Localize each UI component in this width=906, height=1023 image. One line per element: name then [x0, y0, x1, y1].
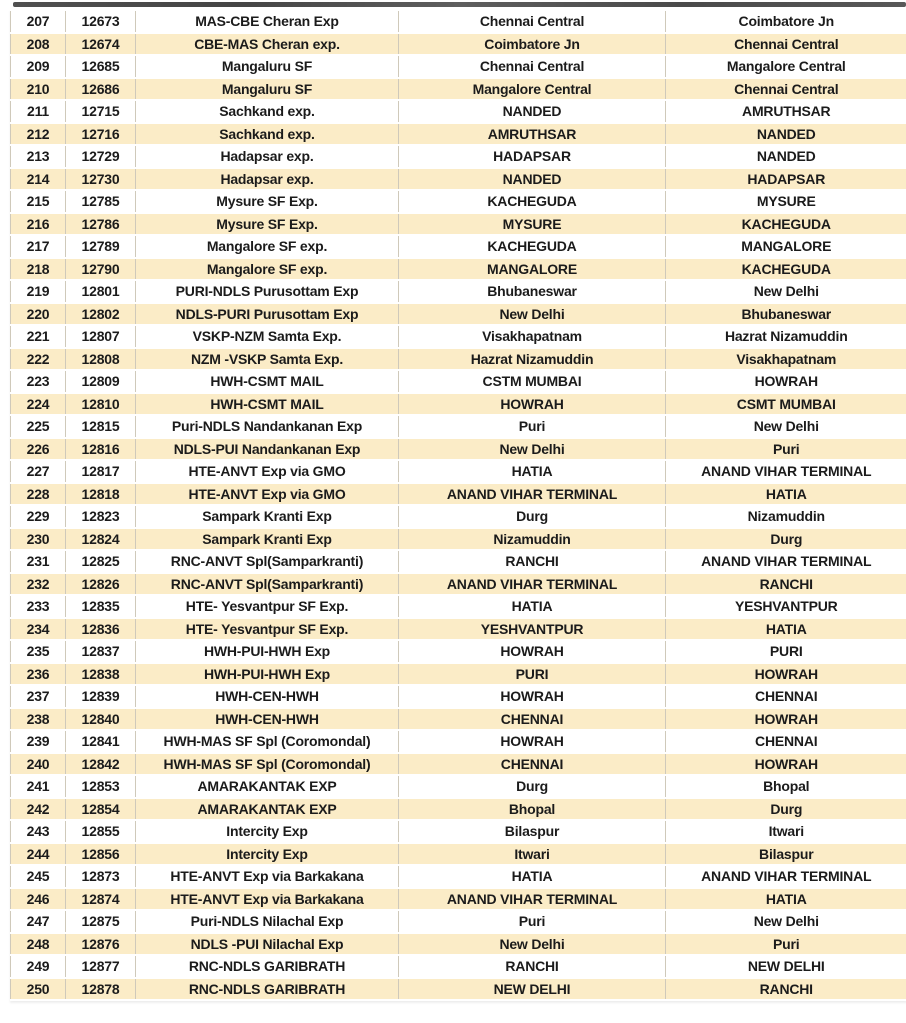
serial-cell: 218	[11, 258, 66, 281]
destination-cell: Itwari	[666, 820, 906, 843]
train-schedule-table	[10, 9, 906, 1001]
destination-cell: HADAPSAR	[666, 168, 906, 191]
train-number-cell: 12853	[66, 775, 136, 798]
destination-cell: New Delhi	[666, 910, 906, 933]
destination-cell: Mangalore Central	[666, 55, 906, 78]
train-name-cell: VSKP-NZM Samta Exp.	[136, 325, 399, 348]
destination-cell: HOWRAH	[666, 708, 906, 731]
table-row	[11, 865, 906, 888]
origin-cell: CHENNAI	[399, 708, 666, 731]
origin-cell: HATIA	[399, 865, 666, 888]
table-row	[11, 978, 906, 1001]
train-number-cell: 12856	[66, 843, 136, 866]
destination-cell: NANDED	[666, 123, 906, 146]
destination-cell: MYSURE	[666, 190, 906, 213]
destination-cell: Puri	[666, 438, 906, 461]
origin-cell: MYSURE	[399, 213, 666, 236]
destination-cell: Durg	[666, 528, 906, 551]
destination-cell: Bhopal	[666, 775, 906, 798]
serial-cell: 214	[11, 168, 66, 191]
origin-cell: RANCHI	[399, 955, 666, 978]
table-row	[11, 483, 906, 506]
destination-cell: Hazrat Nizamuddin	[666, 325, 906, 348]
train-name-cell: HWH-MAS SF Spl (Coromondal)	[136, 753, 399, 776]
serial-cell: 211	[11, 100, 66, 123]
train-number-cell: 12874	[66, 888, 136, 911]
serial-cell: 240	[11, 753, 66, 776]
serial-cell: 241	[11, 775, 66, 798]
table-row	[11, 933, 906, 956]
origin-cell: HATIA	[399, 460, 666, 483]
destination-cell: HOWRAH	[666, 663, 906, 686]
table-row	[11, 528, 906, 551]
serial-cell: 226	[11, 438, 66, 461]
train-name-cell: HWH-CEN-HWH	[136, 685, 399, 708]
destination-cell: ANAND VIHAR TERMINAL	[666, 865, 906, 888]
serial-cell: 249	[11, 955, 66, 978]
train-number-cell: 12873	[66, 865, 136, 888]
origin-cell: ANAND VIHAR TERMINAL	[399, 573, 666, 596]
serial-cell: 209	[11, 55, 66, 78]
train-number-cell: 12842	[66, 753, 136, 776]
table-row	[11, 640, 906, 663]
top-border-rule	[13, 2, 906, 7]
train-number-cell: 12785	[66, 190, 136, 213]
train-number-cell: 12673	[66, 10, 136, 33]
origin-cell: Mangalore Central	[399, 78, 666, 101]
train-name-cell: HWH-CSMT MAIL	[136, 393, 399, 416]
destination-cell: Visakhapatnam	[666, 348, 906, 371]
table-row	[11, 258, 906, 281]
serial-cell: 233	[11, 595, 66, 618]
table-row	[11, 415, 906, 438]
serial-cell: 208	[11, 33, 66, 56]
table-row	[11, 798, 906, 821]
train-number-cell: 12875	[66, 910, 136, 933]
train-name-cell: HWH-CEN-HWH	[136, 708, 399, 731]
train-number-cell: 12825	[66, 550, 136, 573]
table-row	[11, 820, 906, 843]
train-number-cell: 12808	[66, 348, 136, 371]
destination-cell: Bilaspur	[666, 843, 906, 866]
train-number-cell: 12840	[66, 708, 136, 731]
destination-cell: Durg	[666, 798, 906, 821]
table-row	[11, 393, 906, 416]
serial-cell: 230	[11, 528, 66, 551]
train-name-cell: Mangalore SF exp.	[136, 258, 399, 281]
origin-cell: NEW DELHI	[399, 978, 666, 1001]
train-number-cell: 12835	[66, 595, 136, 618]
destination-cell: CHENNAI	[666, 685, 906, 708]
destination-cell: HATIA	[666, 888, 906, 911]
origin-cell: KACHEGUDA	[399, 190, 666, 213]
table-row	[11, 573, 906, 596]
table-row	[11, 280, 906, 303]
train-name-cell: NDLS-PUI Nandankanan Exp	[136, 438, 399, 461]
origin-cell: KACHEGUDA	[399, 235, 666, 258]
table-row	[11, 145, 906, 168]
destination-cell: RANCHI	[666, 573, 906, 596]
table-row	[11, 213, 906, 236]
train-number-cell: 12686	[66, 78, 136, 101]
table-row	[11, 843, 906, 866]
origin-cell: HOWRAH	[399, 640, 666, 663]
destination-cell: RANCHI	[666, 978, 906, 1001]
train-number-cell: 12817	[66, 460, 136, 483]
table-container	[10, 9, 906, 1001]
train-name-cell: MAS-CBE Cheran Exp	[136, 10, 399, 33]
destination-cell: HOWRAH	[666, 753, 906, 776]
train-name-cell: Hadapsar exp.	[136, 168, 399, 191]
train-name-cell: Sampark Kranti Exp	[136, 528, 399, 551]
origin-cell: RANCHI	[399, 550, 666, 573]
serial-cell: 210	[11, 78, 66, 101]
train-number-cell: 12810	[66, 393, 136, 416]
train-number-cell: 12715	[66, 100, 136, 123]
serial-cell: 221	[11, 325, 66, 348]
destination-cell: PURI	[666, 640, 906, 663]
origin-cell: Durg	[399, 775, 666, 798]
destination-cell: New Delhi	[666, 280, 906, 303]
destination-cell: Chennai Central	[666, 33, 906, 56]
table-row	[11, 123, 906, 146]
table-row	[11, 753, 906, 776]
train-name-cell: HTE- Yesvantpur SF Exp.	[136, 595, 399, 618]
destination-cell: CSMT MUMBAI	[666, 393, 906, 416]
train-number-cell: 12838	[66, 663, 136, 686]
destination-cell: KACHEGUDA	[666, 258, 906, 281]
origin-cell: Durg	[399, 505, 666, 528]
origin-cell: New Delhi	[399, 933, 666, 956]
destination-cell: Chennai Central	[666, 78, 906, 101]
train-table-body	[11, 10, 906, 1000]
serial-cell: 219	[11, 280, 66, 303]
destination-cell: MANGALORE	[666, 235, 906, 258]
destination-cell: KACHEGUDA	[666, 213, 906, 236]
origin-cell: New Delhi	[399, 438, 666, 461]
train-name-cell: Mysure SF Exp.	[136, 190, 399, 213]
train-name-cell: HWH-MAS SF Spl (Coromondal)	[136, 730, 399, 753]
table-row	[11, 595, 906, 618]
origin-cell: NANDED	[399, 100, 666, 123]
train-name-cell: Intercity Exp	[136, 820, 399, 843]
table-row	[11, 730, 906, 753]
train-number-cell: 12815	[66, 415, 136, 438]
train-number-cell: 12789	[66, 235, 136, 258]
destination-cell: YESHVANTPUR	[666, 595, 906, 618]
serial-cell: 220	[11, 303, 66, 326]
serial-cell: 242	[11, 798, 66, 821]
train-number-cell: 12801	[66, 280, 136, 303]
train-number-cell: 12809	[66, 370, 136, 393]
serial-cell: 244	[11, 843, 66, 866]
train-number-cell: 12836	[66, 618, 136, 641]
table-row	[11, 370, 906, 393]
train-name-cell: NDLS -PUI Nilachal Exp	[136, 933, 399, 956]
train-number-cell: 12716	[66, 123, 136, 146]
destination-cell: NANDED	[666, 145, 906, 168]
destination-cell: Bhubaneswar	[666, 303, 906, 326]
train-name-cell: Hadapsar exp.	[136, 145, 399, 168]
table-row	[11, 685, 906, 708]
train-name-cell: Mysure SF Exp.	[136, 213, 399, 236]
origin-cell: PURI	[399, 663, 666, 686]
serial-cell: 224	[11, 393, 66, 416]
table-row	[11, 775, 906, 798]
train-name-cell: NZM -VSKP Samta Exp.	[136, 348, 399, 371]
train-name-cell: HWH-CSMT MAIL	[136, 370, 399, 393]
train-number-cell: 12877	[66, 955, 136, 978]
origin-cell: Chennai Central	[399, 10, 666, 33]
train-number-cell: 12823	[66, 505, 136, 528]
train-name-cell: Sampark Kranti Exp	[136, 505, 399, 528]
table-row	[11, 505, 906, 528]
train-name-cell: Intercity Exp	[136, 843, 399, 866]
origin-cell: YESHVANTPUR	[399, 618, 666, 641]
train-name-cell: Puri-NDLS Nandankanan Exp	[136, 415, 399, 438]
serial-cell: 207	[11, 10, 66, 33]
train-number-cell: 12729	[66, 145, 136, 168]
serial-cell: 228	[11, 483, 66, 506]
origin-cell: MANGALORE	[399, 258, 666, 281]
train-number-cell: 12839	[66, 685, 136, 708]
table-row	[11, 888, 906, 911]
train-number-cell: 12790	[66, 258, 136, 281]
train-name-cell: NDLS-PURI Purusottam Exp	[136, 303, 399, 326]
serial-cell: 229	[11, 505, 66, 528]
serial-cell: 215	[11, 190, 66, 213]
train-number-cell: 12807	[66, 325, 136, 348]
origin-cell: Coimbatore Jn	[399, 33, 666, 56]
train-number-cell: 12876	[66, 933, 136, 956]
origin-cell: New Delhi	[399, 303, 666, 326]
serial-cell: 239	[11, 730, 66, 753]
train-number-cell: 12730	[66, 168, 136, 191]
serial-cell: 213	[11, 145, 66, 168]
train-name-cell: RNC-NDLS GARIBRATH	[136, 978, 399, 1001]
train-number-cell: 12878	[66, 978, 136, 1001]
destination-cell: NEW DELHI	[666, 955, 906, 978]
origin-cell: AMRUTHSAR	[399, 123, 666, 146]
train-name-cell: Sachkand exp.	[136, 123, 399, 146]
table-row	[11, 663, 906, 686]
serial-cell: 232	[11, 573, 66, 596]
train-number-cell: 12786	[66, 213, 136, 236]
origin-cell: NANDED	[399, 168, 666, 191]
serial-cell: 237	[11, 685, 66, 708]
table-row	[11, 910, 906, 933]
serial-cell: 248	[11, 933, 66, 956]
table-row	[11, 955, 906, 978]
train-name-cell: Puri-NDLS Nilachal Exp	[136, 910, 399, 933]
train-name-cell: Mangaluru SF	[136, 78, 399, 101]
table-row	[11, 550, 906, 573]
origin-cell: Nizamuddin	[399, 528, 666, 551]
table-row	[11, 33, 906, 56]
origin-cell: Itwari	[399, 843, 666, 866]
table-row	[11, 235, 906, 258]
table-row	[11, 618, 906, 641]
destination-cell: Nizamuddin	[666, 505, 906, 528]
train-number-cell: 12685	[66, 55, 136, 78]
train-name-cell: Sachkand exp.	[136, 100, 399, 123]
train-number-cell: 12818	[66, 483, 136, 506]
serial-cell: 216	[11, 213, 66, 236]
train-name-cell: HTE-ANVT Exp via Barkakana	[136, 888, 399, 911]
train-number-cell: 12816	[66, 438, 136, 461]
train-name-cell: PURI-NDLS Purusottam Exp	[136, 280, 399, 303]
destination-cell: HATIA	[666, 483, 906, 506]
table-row	[11, 303, 906, 326]
origin-cell: Puri	[399, 910, 666, 933]
destination-cell: Coimbatore Jn	[666, 10, 906, 33]
destination-cell: CHENNAI	[666, 730, 906, 753]
train-name-cell: HTE-ANVT Exp via GMO	[136, 483, 399, 506]
serial-cell: 223	[11, 370, 66, 393]
origin-cell: HATIA	[399, 595, 666, 618]
train-number-cell: 12802	[66, 303, 136, 326]
table-row	[11, 325, 906, 348]
origin-cell: Visakhapatnam	[399, 325, 666, 348]
table-row	[11, 348, 906, 371]
origin-cell: Bhubaneswar	[399, 280, 666, 303]
table-row	[11, 100, 906, 123]
destination-cell: AMRUTHSAR	[666, 100, 906, 123]
serial-cell: 236	[11, 663, 66, 686]
table-row	[11, 55, 906, 78]
train-name-cell: HTE-ANVT Exp via Barkakana	[136, 865, 399, 888]
serial-cell: 247	[11, 910, 66, 933]
train-number-cell: 12826	[66, 573, 136, 596]
serial-cell: 245	[11, 865, 66, 888]
table-row	[11, 460, 906, 483]
serial-cell: 246	[11, 888, 66, 911]
train-name-cell: Mangalore SF exp.	[136, 235, 399, 258]
origin-cell: Bhopal	[399, 798, 666, 821]
origin-cell: Bilaspur	[399, 820, 666, 843]
table-row	[11, 438, 906, 461]
destination-cell: HATIA	[666, 618, 906, 641]
train-name-cell: Mangaluru SF	[136, 55, 399, 78]
origin-cell: Puri	[399, 415, 666, 438]
origin-cell: ANAND VIHAR TERMINAL	[399, 888, 666, 911]
origin-cell: Chennai Central	[399, 55, 666, 78]
origin-cell: CHENNAI	[399, 753, 666, 776]
destination-cell: ANAND VIHAR TERMINAL	[666, 460, 906, 483]
train-number-cell: 12674	[66, 33, 136, 56]
serial-cell: 222	[11, 348, 66, 371]
origin-cell: HOWRAH	[399, 730, 666, 753]
serial-cell: 235	[11, 640, 66, 663]
train-name-cell: AMARAKANTAK EXP	[136, 798, 399, 821]
destination-cell: New Delhi	[666, 415, 906, 438]
train-number-cell: 12855	[66, 820, 136, 843]
destination-cell: ANAND VIHAR TERMINAL	[666, 550, 906, 573]
table-row	[11, 10, 906, 33]
serial-cell: 217	[11, 235, 66, 258]
train-number-cell: 12837	[66, 640, 136, 663]
serial-cell: 243	[11, 820, 66, 843]
train-name-cell: HTE- Yesvantpur SF Exp.	[136, 618, 399, 641]
train-name-cell: HWH-PUI-HWH Exp	[136, 640, 399, 663]
serial-cell: 227	[11, 460, 66, 483]
destination-cell: Puri	[666, 933, 906, 956]
origin-cell: HADAPSAR	[399, 145, 666, 168]
train-number-cell: 12824	[66, 528, 136, 551]
origin-cell: HOWRAH	[399, 393, 666, 416]
table-row	[11, 78, 906, 101]
train-name-cell: CBE-MAS Cheran exp.	[136, 33, 399, 56]
serial-cell: 238	[11, 708, 66, 731]
train-name-cell: AMARAKANTAK EXP	[136, 775, 399, 798]
serial-cell: 212	[11, 123, 66, 146]
train-number-cell: 12854	[66, 798, 136, 821]
table-row	[11, 190, 906, 213]
train-name-cell: RNC-ANVT Spl(Samparkranti)	[136, 573, 399, 596]
table-row	[11, 168, 906, 191]
serial-cell: 234	[11, 618, 66, 641]
serial-cell: 250	[11, 978, 66, 1001]
train-number-cell: 12841	[66, 730, 136, 753]
origin-cell: ANAND VIHAR TERMINAL	[399, 483, 666, 506]
origin-cell: CSTM MUMBAI	[399, 370, 666, 393]
destination-cell: HOWRAH	[666, 370, 906, 393]
serial-cell: 225	[11, 415, 66, 438]
serial-cell: 231	[11, 550, 66, 573]
train-name-cell: HWH-PUI-HWH Exp	[136, 663, 399, 686]
origin-cell: Hazrat Nizamuddin	[399, 348, 666, 371]
train-name-cell: RNC-ANVT Spl(Samparkranti)	[136, 550, 399, 573]
origin-cell: HOWRAH	[399, 685, 666, 708]
table-row	[11, 708, 906, 731]
train-name-cell: RNC-NDLS GARIBRATH	[136, 955, 399, 978]
train-name-cell: HTE-ANVT Exp via GMO	[136, 460, 399, 483]
